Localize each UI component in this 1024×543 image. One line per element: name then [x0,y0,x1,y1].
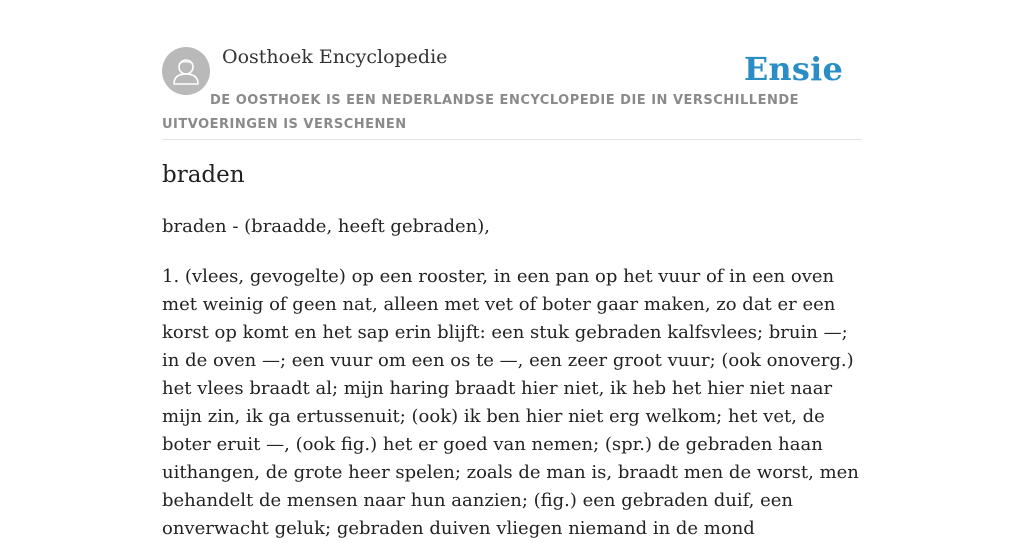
site-name-link[interactable]: Oosthoek Encyclopedie [222,46,448,68]
brand-logo-link[interactable]: Ensie [743,50,843,88]
entry-headline: braden - (braadde, heeft gebraden), [162,216,490,237]
user-avatar-icon[interactable] [162,47,210,95]
entry-title: braden [162,162,245,188]
site-tagline: DE OOSTHOEK IS EEN NEDERLANDSE ENCYCLOPEDIE DIE IN VERSCHILLENDE UITVOERINGEN IS VERSCHENEN [162,93,800,132]
page-container [162,0,862,539]
page-header [162,0,862,140]
entry-definition: 1. (vlees, gevogelte) op een rooster, in een pan op het vuur of in een oven met weinig of geen nat, alleen met vet of boter gaar maken, zo dat er een korst op komt en het sap erin blijft: een stuk gebraden kalfsvlees; bruin —; in de oven —; een vuur om een os te —, een zeer groot vuur; (ook onoverg.) het vlees braadt al; mijn haring braadt hier niet, ik heb het hier niet naar mijn zin, ik ga ertussenuit; (ook) ik ben hier niet erg welkom; het vet, de boter eruit —, (ook fig.) het er goed van nemen; (spr.) de gebraden haan uithangen, de grote heer spelen; zoals de man is, braadt men de worst, men behandelt de mensen naar hun aanzien; (fig.) een gebraden duif, een onverwacht geluk; gebraden duiven vliegen niemand in de mond [162,266,859,539]
